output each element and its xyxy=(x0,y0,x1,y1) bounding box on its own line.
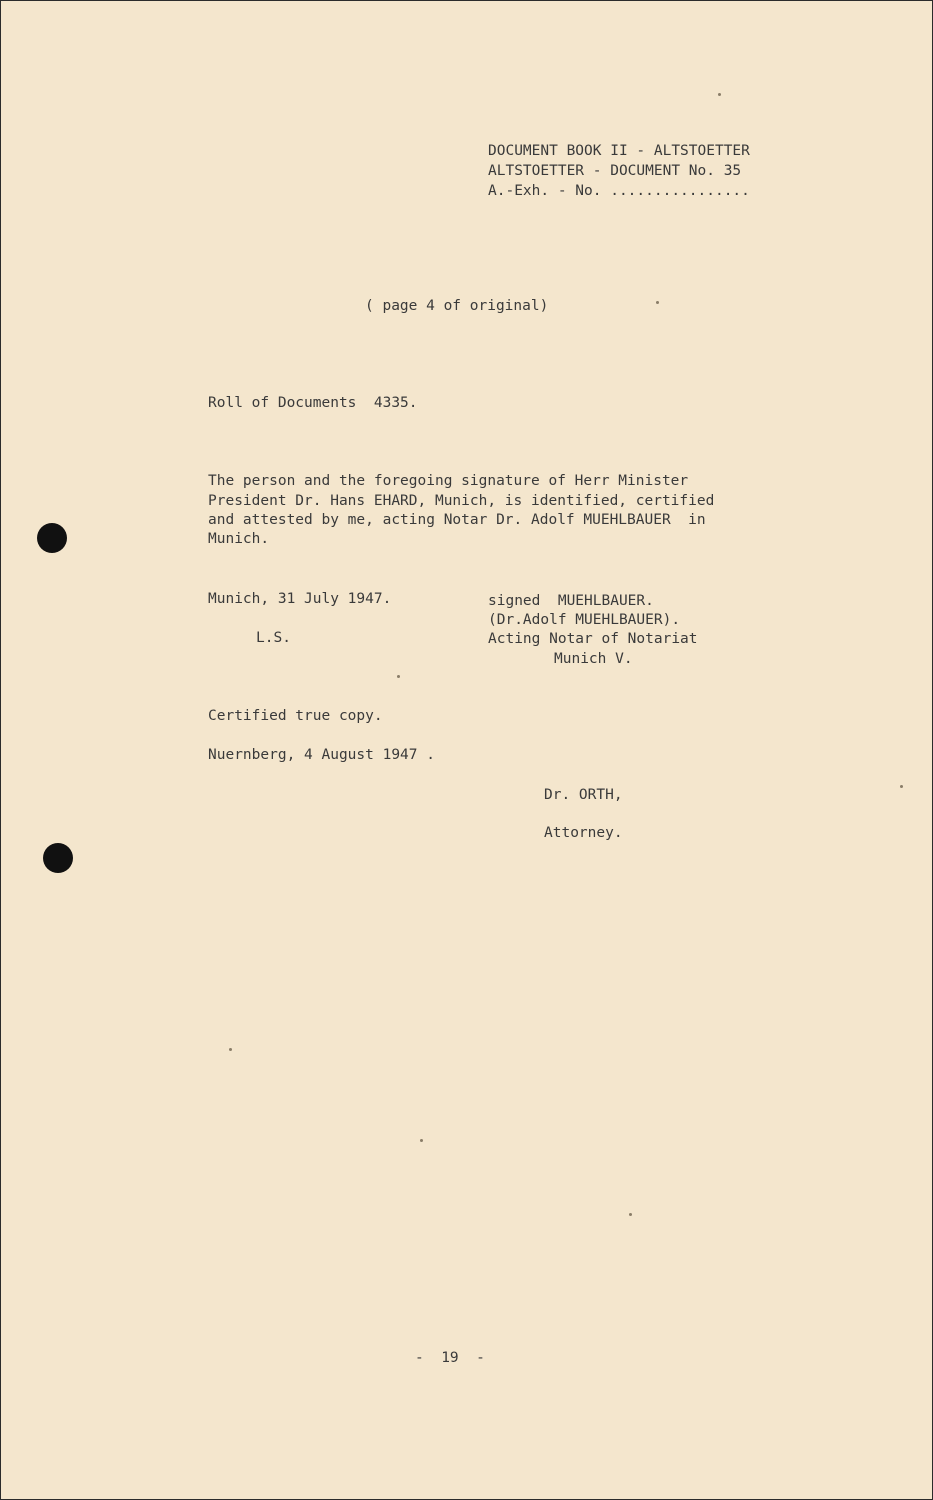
notary-title: Acting Notar of Notariat xyxy=(488,631,698,647)
paper-speck xyxy=(900,785,903,788)
body-line-2: President Dr. Hans EHARD, Munich, is identified, certified xyxy=(208,493,715,509)
certifier-name: Dr. ORTH, xyxy=(544,787,623,803)
notary-office: Munich V. xyxy=(554,651,633,667)
page-number: - 19 - xyxy=(415,1350,485,1366)
body-line-3: and attested by me, acting Notar Dr. Adolf MUEHLBAUER in xyxy=(208,512,706,528)
punch-hole-lower xyxy=(43,843,73,873)
body-line-1: The person and the foregoing signature of Herr Minister xyxy=(208,473,689,489)
signing-date: Munich, 31 July 1947. xyxy=(208,591,392,607)
paper-speck xyxy=(629,1213,632,1216)
paper-speck xyxy=(397,675,400,678)
paper-speck xyxy=(656,301,659,304)
page-reference: ( page 4 of original) xyxy=(365,298,549,314)
paper-speck xyxy=(229,1048,232,1051)
header-line-3: A.-Exh. - No. ................ xyxy=(488,183,750,199)
seal-mark: L.S. xyxy=(256,630,291,646)
header-line-1: DOCUMENT BOOK II - ALTSTOETTER xyxy=(488,143,750,159)
notary-name: (Dr.Adolf MUEHLBAUER). xyxy=(488,612,681,628)
roll-of-documents: Roll of Documents 4335. xyxy=(208,395,418,411)
punch-hole-upper xyxy=(37,523,67,553)
certified-copy: Certified true copy. xyxy=(208,708,383,724)
certifier-role: Attorney. xyxy=(544,825,623,841)
body-line-4: Munich. xyxy=(208,531,270,547)
header-line-2: ALTSTOETTER - DOCUMENT No. 35 xyxy=(488,163,742,179)
paper-speck xyxy=(718,93,721,96)
signed-line: signed MUEHLBAUER. xyxy=(488,593,654,609)
certification-place-date: Nuernberg, 4 August 1947 . xyxy=(208,747,435,763)
paper-speck xyxy=(420,1139,423,1142)
